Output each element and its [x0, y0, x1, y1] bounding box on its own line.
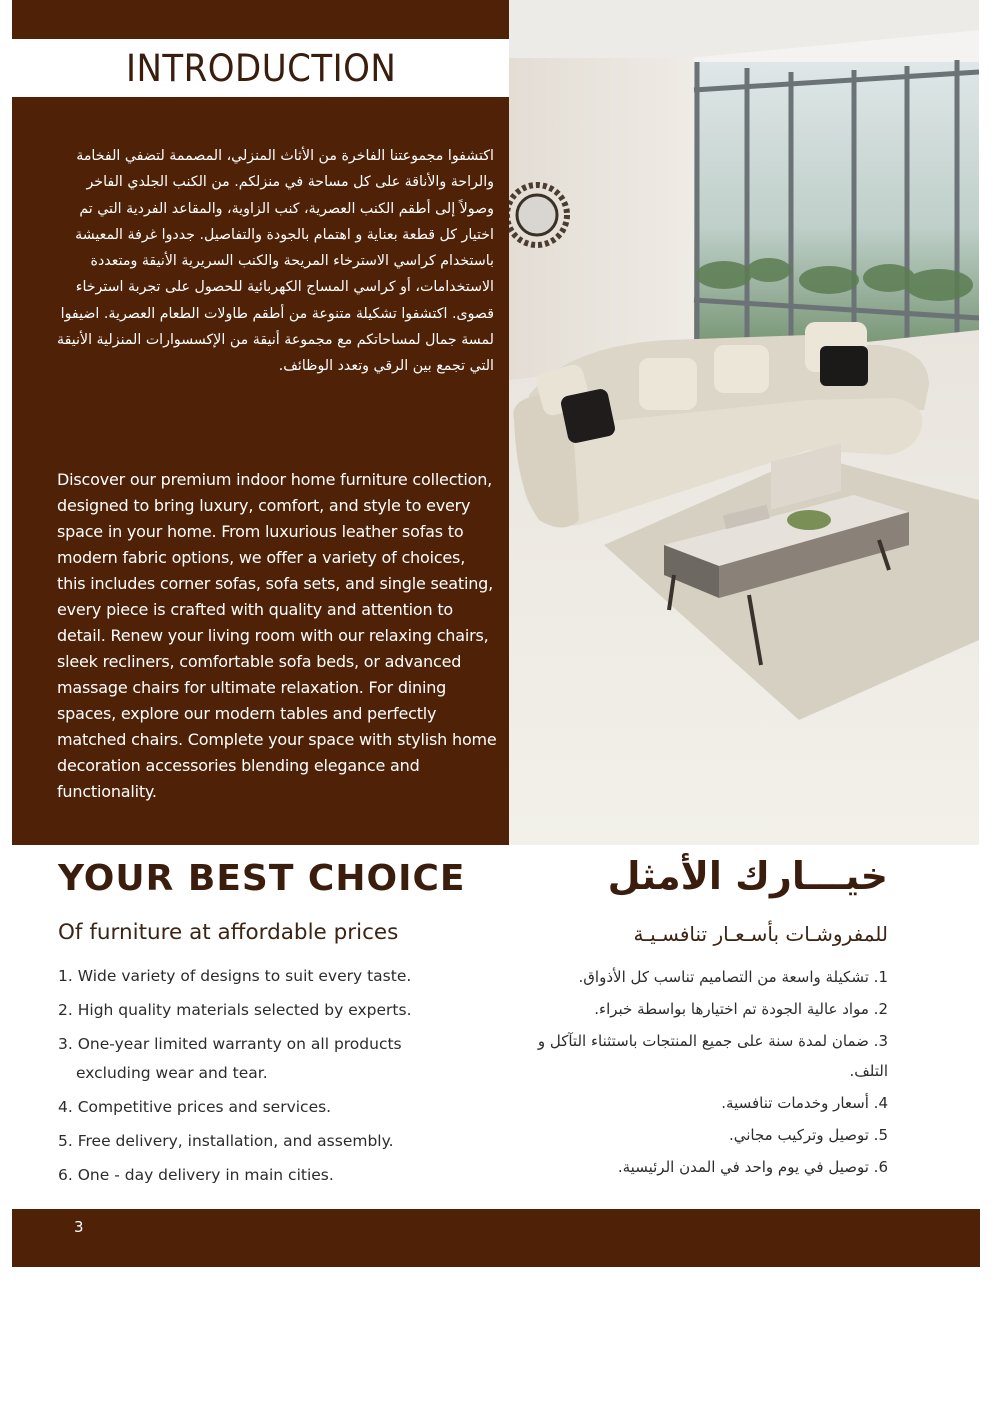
- list-item-text: تشكيلة واسعة من التصاميم تناسب كل الأذواق.: [578, 968, 869, 986]
- list-item-text: High quality materials selected by experts.: [77, 1001, 412, 1019]
- list-item-text: ضمان لمدة سنة على جميع المنتجات باستثناء التآكل و التلف.: [537, 1032, 888, 1080]
- list-item-text: Free delivery, installation, and assembly.: [77, 1132, 394, 1150]
- list-item: [508, 962, 888, 994]
- list-item-number: 2.: [58, 1001, 73, 1019]
- page-number: 3: [74, 1218, 84, 1236]
- list-item-number: 2.: [873, 1000, 888, 1018]
- best-choice-subtitle-en: Of furniture at affordable prices: [58, 920, 399, 945]
- list-item-number: 1.: [58, 967, 73, 985]
- intro-arabic-text: اكتشفوا مجموعتنا الفاخرة من الأثاث المنزلي، المصممة لتضفي الفخامة والراحة والأناقة على كل مساحة في منزلكم. من الكنب الجلدي الفاخر وصولاً إلى أطقم الكنب العصرية، كنب الزاوية، والمقاعد الفردية التي تم اختيار كل قطعة بعناية و اهتمام بالجودة والتفاصيل. جددوا غرفة المعيشة باستخدام كراسي الاسترخاء المريحة والكنب السريرية الأنيقة ومتعددة الاستخدامات، أو كراسي المساج الكهربائية للحصول على تجربة استرخاء قصوى. اكتشفوا تشكيلة متنوعة من أطقم طاولات الطعام العصرية. اضيفوا لمسة جمال لمساحاتكم مع مجموعة أنيقة من الإكسسوارات المنزلية الأنيقة التي تجمع بين الرقي وتعدد الوظائف.: [56, 148, 494, 375]
- list-item-number: 5.: [58, 1132, 73, 1150]
- list-item-text: Competitive prices and services.: [77, 1098, 332, 1116]
- list-item-number: 4.: [873, 1094, 888, 1112]
- best-choice-title-ar: خيـــارك الأمثل: [607, 854, 888, 898]
- list-item: [58, 1093, 438, 1127]
- list-item-number: 3.: [873, 1032, 888, 1050]
- list-item: [508, 1152, 888, 1184]
- list-item-number: 6.: [873, 1158, 888, 1176]
- list-item: [58, 1030, 438, 1093]
- list-item-text: Wide variety of designs to suit every taste.: [77, 967, 412, 985]
- intro-english-text: Discover our premium indoor home furniture collection, designed to bring luxury, comfort, and style to every space in your home. From luxurious leather sofas to modern fabric options, we offer a variety of choices, this includes corner sofas, sofa sets, and single seating, every piece is crafted with quality and attention to detail. Renew your living room with our relaxing chairs, sleek recliners, comfortable sofa beds, or advanced massage chairs for ultimate relaxation. For dining spaces, explore our modern tables and perfectly matched chairs. Complete your space with stylish home decoration accessories blending elegance and functionality.: [57, 470, 497, 801]
- footer-bar: [12, 1209, 980, 1267]
- benefits-list-en: [58, 962, 438, 1195]
- list-item: [508, 1120, 888, 1152]
- list-item-text: One - day delivery in main cities.: [77, 1166, 334, 1184]
- list-item-number: 1.: [873, 968, 888, 986]
- list-item: [58, 1161, 438, 1195]
- list-item-number: 3.: [58, 1035, 73, 1053]
- living-room-photo: [509, 0, 979, 845]
- list-item-number: 6.: [58, 1166, 73, 1184]
- list-item: [58, 962, 438, 996]
- list-item-text: أسعار وخدمات تنافسية.: [721, 1094, 869, 1112]
- list-item-number: 5.: [873, 1126, 888, 1144]
- list-item: [508, 994, 888, 1026]
- best-choice-title-en: YOUR BEST CHOICE: [58, 858, 466, 899]
- intro-title-box: [12, 39, 509, 97]
- best-choice-subtitle-ar: للمفروشـات بأسـعـار تنافسـيـة: [633, 922, 888, 946]
- list-item-number: 4.: [58, 1098, 73, 1116]
- list-item-text: مواد عالية الجودة تم اختيارها بواسطة خبراء.: [594, 1000, 869, 1018]
- list-item: [508, 1088, 888, 1120]
- list-item: [58, 1127, 438, 1161]
- benefits-list-ar: [508, 962, 888, 1184]
- list-item: [58, 996, 438, 1030]
- list-item-text: توصيل وتركيب مجاني.: [728, 1126, 869, 1144]
- list-item-text: One-year limited warranty on all products excluding wear and tear.: [76, 1035, 402, 1082]
- intro-title: INTRODUCTION: [126, 46, 397, 90]
- list-item: [508, 1026, 888, 1088]
- list-item-text: توصيل في يوم واحد في المدن الرئيسية.: [617, 1158, 869, 1176]
